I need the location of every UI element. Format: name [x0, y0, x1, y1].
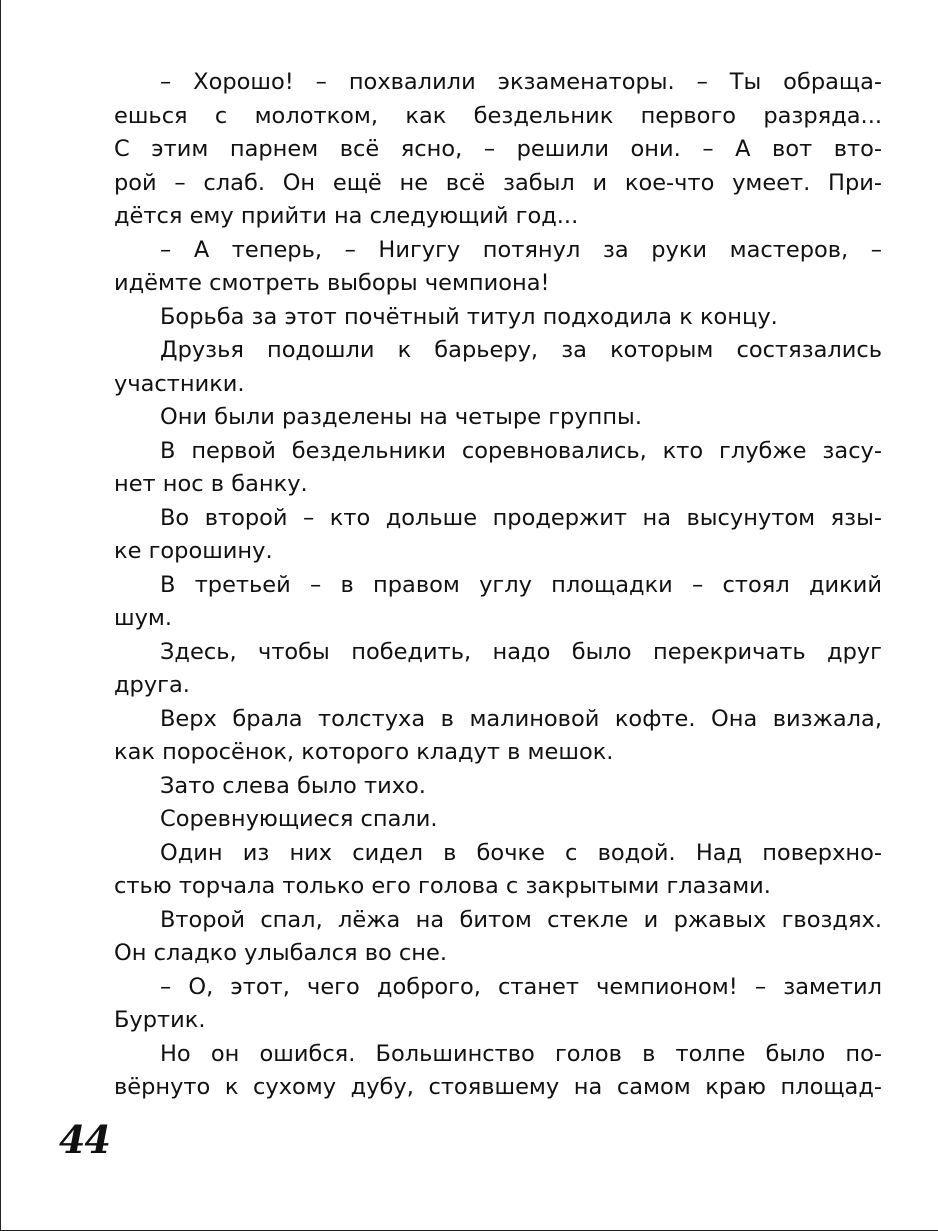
text-line: Второй спал, лёжа на битом стекле и ржавых гвоздях.: [160, 906, 882, 933]
text-line: Один из них сидел в бочке с водой. Над поверхно-: [160, 839, 882, 866]
text-line: – Хорошо! – похвалили экзаменаторы. – Ты обраща-: [160, 69, 882, 95]
text-line: Но он ошибся. Большинство голов в толпе было по-: [160, 1040, 882, 1067]
text-line: друга.: [114, 672, 190, 698]
text-line: дётся ему прийти на следующий год...: [114, 203, 579, 229]
text-line: Во второй – кто дольше продержит на высунутом язы-: [160, 504, 882, 531]
text-line: нет нос в банку.: [114, 471, 308, 497]
body-text: [114, 66, 882, 1105]
text-line: ке горошину.: [114, 538, 273, 564]
text-line: идёмте смотреть выборы чемпиона!: [114, 270, 550, 296]
text-line: Здесь, чтобы победить, надо было перекричать друг: [160, 638, 882, 665]
text-line: Буртик.: [114, 1007, 206, 1033]
text-line: вёрнуто к сухому дубу, стоявшему на самом краю площад-: [114, 1074, 882, 1100]
text-line: – О, этот, чего доброго, станет чемпионом! – заметил: [160, 973, 882, 1000]
text-line: – А теперь, – Нигугу потянул за руки мастеров, –: [160, 236, 882, 263]
text-line: как поросёнок, которого кладут в мешок.: [114, 739, 614, 765]
text-line: Они были разделены на четыре группы.: [160, 404, 642, 430]
text-line: Верх брала толстуха в малиновой кофте. Она визжала,: [160, 705, 882, 732]
text-line: В третьей – в правом углу площадки – стоял дикий: [160, 571, 882, 598]
text-line: Он сладко улыбался во сне.: [114, 940, 447, 966]
text-line: Друзья подошли к барьеру, за которым состязались: [160, 337, 882, 363]
text-line: Соревнующиеся спали.: [160, 806, 438, 832]
text-line: участники.: [114, 370, 245, 397]
text-line: шум.: [114, 605, 173, 631]
text-line: В первой бездельники соревновались, кто глубже засу-: [160, 437, 882, 464]
page-number: 44: [59, 1117, 110, 1162]
text-line: рой – слаб. Он ещё не всё забыл и кое-что умеет. При-: [114, 169, 882, 196]
text-line: С этим парнем всё ясно, – решили они. – А вот вто-: [114, 136, 882, 162]
text-line: ешься с молотком, как бездельник первого разряда...: [114, 102, 882, 129]
text-line: Зато слева было тихо.: [160, 772, 426, 799]
text-line: Борьба за этот почётный титул подходила к концу.: [160, 303, 778, 330]
text-line: стью торчала только его голова с закрытыми глазами.: [114, 873, 771, 899]
